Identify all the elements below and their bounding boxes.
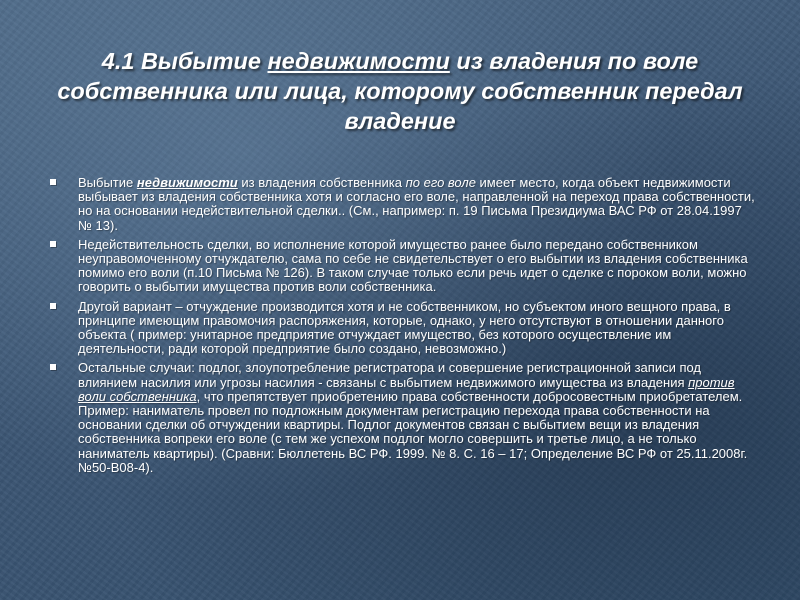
slide-title xyxy=(40,46,760,136)
bullet-4-text-b: , что препятствует приобретению права собственности добросовестным приобретателем. Пример: наниматель провел по подложным документам регистрацию перехода права собственности на основании сделки об отчуждении квартиры. Подлог документов связан с выбытием вещи из владения собственника вопреки его воле (с тем же успехом подлог могло совершить и третье лицо, а не только наниматель квартиры). (Сравни: Бюллетень ВС РФ. 1999. № 8. С. 16 – 17; Определение ВС РФ от 25.11.2008г. №50-В08-4). xyxy=(78,388,748,475)
bullet-item-3 xyxy=(50,300,755,357)
bullet-1-emphasis-b: по его воле xyxy=(405,175,476,190)
bullet-4-emphasis: против воли собственника xyxy=(78,374,735,404)
bullet-item-4 xyxy=(50,361,755,475)
bullet-item-1 xyxy=(50,176,755,233)
square-bullet-icon xyxy=(50,179,56,185)
square-bullet-icon xyxy=(50,364,56,370)
square-bullet-icon xyxy=(50,241,56,247)
bullet-1-text-a: Выбытие xyxy=(78,175,137,190)
bullet-1-emphasis-a: недвижимости xyxy=(136,175,238,190)
title-text-end: из владения по воле собственника или лица, которому собственник передал владение xyxy=(57,48,743,134)
bullet-3-text: Другой вариант – отчуждение производится хотя и не собственником, но субъектом иного вещного права, в принципе имеющим правомочия распоряжения, которые, однако, у него отсутствуют в отношении данного объекта ( пример: унитарное предприятие отчуждает имущество, без которого осуществление им деятельности, ради которой предприятие было создано, невозможно.) xyxy=(78,298,731,357)
bullet-list xyxy=(50,176,755,480)
bullet-item-2 xyxy=(50,238,755,295)
title-underlined-word: недвижимости xyxy=(267,48,450,74)
bullet-1-text-c: имеет место, когда объект недвижимости выбывает из владения собственника хотя и согласно его воле, направленной на переход права собственности, но на основании недействительной сделки.. (См., например: п. 19 Письма Президиума ВАС РФ от 28.04.1997 № 13). xyxy=(78,175,755,233)
bullet-4-text-a: Остальные случаи: подлог, злоупотребление регистратора и совершение регистрационной записи под влиянием насилия или угрозы насилия - связаны с выбытием недвижимого имущества из владения xyxy=(78,360,702,390)
bullet-2-text: Недействительность сделки, во исполнение которой имущество ранее было передано собственником неуправомоченному отчуждателю, сама по себе не свидетельствует о его выбытии из владения собственника помимо его воли (п.10 Письма № 126). В таком случае только если речь идет о сделке с пороком воли, можно говорить о выбытии имущества против воли собственника. xyxy=(78,236,748,295)
title-text-start: 4.1 Выбытие xyxy=(101,48,268,74)
bullet-1-text-b: из владения собственника xyxy=(237,175,406,190)
square-bullet-icon xyxy=(50,303,56,309)
